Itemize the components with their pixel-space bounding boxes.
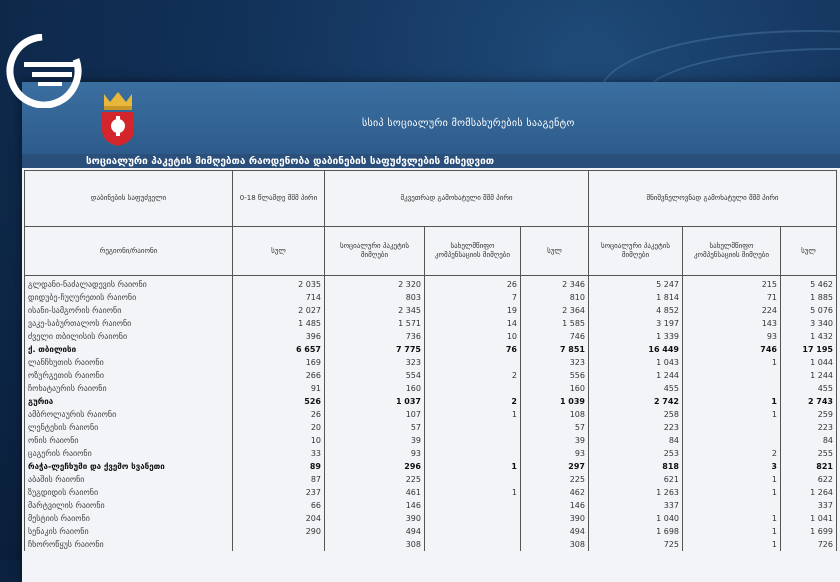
table-row [25,499,837,512]
table-row [25,434,837,447]
row-cell-b3: 84 [781,434,837,447]
row-cell-b1: 1 244 [589,369,683,382]
row-region-name: ჩხოროწყუს რაიონი [25,538,233,551]
row-cell-c1: 26 [233,408,325,421]
row-cell-c1 [233,538,325,551]
document-sheet [22,82,840,582]
row-cell-a2: 76 [425,343,521,356]
row-cell-a3: 160 [521,382,589,395]
row-region-name: გურია [25,395,233,408]
table-subheader-row [25,227,837,276]
row-cell-a1: 107 [325,408,425,421]
row-cell-b3: 726 [781,538,837,551]
row-cell-a1: 57 [325,421,425,434]
header-region: რეგიონი/რაიონი [25,227,233,276]
row-cell-a1: 225 [325,473,425,486]
table-row [25,291,837,304]
row-cell-a3: 556 [521,369,589,382]
row-cell-b2: 1 [683,512,781,525]
header-children-total: სულ [233,227,325,276]
row-cell-a2: 14 [425,317,521,330]
document-header [22,82,840,154]
row-cell-b3: 1 885 [781,291,837,304]
row-cell-a1: 146 [325,499,425,512]
row-cell-b3: 455 [781,382,837,395]
row-region-name: გლდანი-ნაძალადევის რაიონი [25,276,233,292]
row-cell-a3: 308 [521,538,589,551]
row-cell-a2: 10 [425,330,521,343]
row-cell-a1: 2 345 [325,304,425,317]
row-cell-a3: 108 [521,408,589,421]
header-children: 0-18 წლამდე შშმ პირი [233,171,325,227]
row-cell-b1: 2 742 [589,395,683,408]
row-cell-c1: 169 [233,356,325,369]
row-cell-a3: 1 585 [521,317,589,330]
row-cell-a3: 494 [521,525,589,538]
agency-name: სსიპ სოციალური მომსახურების სააგენტო [362,118,575,129]
table-row [25,343,837,356]
row-cell-b2: 1 [683,538,781,551]
table-row [25,395,837,408]
row-cell-a2 [425,356,521,369]
row-cell-a3: 146 [521,499,589,512]
header-group-a: მკვეთრად გამოხატული შშმ პირი [325,171,589,227]
row-cell-b2 [683,369,781,382]
row-cell-c1: 6 657 [233,343,325,356]
row-cell-b1: 621 [589,473,683,486]
table-row [25,538,837,551]
row-cell-a2 [425,499,521,512]
table-row [25,460,837,473]
row-cell-a3: 323 [521,356,589,369]
row-cell-b1: 818 [589,460,683,473]
row-cell-a1: 1 571 [325,317,425,330]
row-region-name: აბაშის რაიონი [25,473,233,486]
table-row [25,330,837,343]
row-cell-a3: 39 [521,434,589,447]
row-cell-c1: 714 [233,291,325,304]
row-region-name: ოზურგეთის რაიონი [25,369,233,382]
row-cell-a1: 1 037 [325,395,425,408]
row-cell-c1: 2 035 [233,276,325,292]
row-region-name: ჩოხატაურის რაიონი [25,382,233,395]
row-region-name: დიდუბე-ჩუღურეთის რაიონი [25,291,233,304]
row-region-name: ონის რაიონი [25,434,233,447]
row-cell-b3: 622 [781,473,837,486]
header-a-social: სოციალური პაკეტის მიმღები [325,227,425,276]
row-cell-b2: 143 [683,317,781,330]
row-cell-a2 [425,473,521,486]
row-cell-b3: 1 432 [781,330,837,343]
table-row [25,382,837,395]
channel-logo-icon [6,34,84,108]
row-region-name: ძველი თბილისის რაიონი [25,330,233,343]
row-cell-c1: 66 [233,499,325,512]
row-cell-a2: 7 [425,291,521,304]
row-cell-c1: 290 [233,525,325,538]
row-cell-a1: 323 [325,356,425,369]
row-cell-c1: 33 [233,447,325,460]
row-cell-b3: 1 264 [781,486,837,499]
row-cell-c1: 91 [233,382,325,395]
row-cell-c1: 204 [233,512,325,525]
row-cell-a1: 494 [325,525,425,538]
row-region-name: ქ. თბილისი [25,343,233,356]
row-cell-a2 [425,421,521,434]
row-cell-a1: 390 [325,512,425,525]
header-a-total: სულ [521,227,589,276]
row-cell-a3: 297 [521,460,589,473]
table-row [25,369,837,382]
row-cell-b1: 1 339 [589,330,683,343]
row-cell-a3: 390 [521,512,589,525]
row-cell-b2: 2 [683,447,781,460]
row-cell-a1: 93 [325,447,425,460]
row-cell-b2 [683,499,781,512]
row-cell-a2 [425,512,521,525]
row-cell-a3: 225 [521,473,589,486]
row-cell-a1: 461 [325,486,425,499]
row-cell-a1: 7 775 [325,343,425,356]
row-cell-a2: 2 [425,369,521,382]
coat-of-arms-icon [96,88,140,148]
header-group-b: მნიშვნელოვნად გამოხატული შშმ პირი [589,171,837,227]
row-cell-b1: 455 [589,382,683,395]
row-cell-a2: 2 [425,395,521,408]
row-cell-b3: 3 340 [781,317,837,330]
row-cell-b1: 253 [589,447,683,460]
row-cell-b3: 223 [781,421,837,434]
table-row [25,486,837,499]
row-cell-b1: 1 040 [589,512,683,525]
row-cell-b1: 4 852 [589,304,683,317]
row-cell-a1: 803 [325,291,425,304]
row-cell-b2: 215 [683,276,781,292]
row-cell-a3: 1 039 [521,395,589,408]
row-cell-b3: 255 [781,447,837,460]
table-row [25,304,837,317]
row-cell-c1: 526 [233,395,325,408]
row-cell-b2: 1 [683,395,781,408]
row-cell-a3: 2 364 [521,304,589,317]
row-region-name: ისანი-სამგორის რაიონი [25,304,233,317]
row-cell-b2: 1 [683,356,781,369]
row-cell-b3: 2 743 [781,395,837,408]
row-cell-b2 [683,421,781,434]
row-cell-c1: 266 [233,369,325,382]
row-region-name: ცაგერის რაიონი [25,447,233,460]
row-cell-c1: 10 [233,434,325,447]
row-cell-b3: 337 [781,499,837,512]
row-cell-b3: 1 244 [781,369,837,382]
row-region-name: ამბროლაურის რაიონი [25,408,233,421]
table-row [25,447,837,460]
row-cell-b2: 93 [683,330,781,343]
table-row [25,408,837,421]
row-cell-a2: 1 [425,486,521,499]
document-title: სოციალური პაკეტის მიმღებთა რაოდენობა დაბინების საფუძვლების მიხედვით [86,156,495,167]
header-a-state: სახელმწიფო კომპენსაციის მიმღები [425,227,521,276]
row-cell-b1: 3 197 [589,317,683,330]
row-cell-b1: 1 263 [589,486,683,499]
row-cell-a2 [425,434,521,447]
row-cell-b3: 5 076 [781,304,837,317]
row-cell-a3: 7 851 [521,343,589,356]
row-cell-a1: 2 320 [325,276,425,292]
row-cell-a1: 296 [325,460,425,473]
table-row [25,512,837,525]
table-row [25,317,837,330]
row-cell-a1: 308 [325,538,425,551]
row-cell-c1: 1 485 [233,317,325,330]
row-cell-b1: 725 [589,538,683,551]
row-region-name: მესტიის რაიონი [25,512,233,525]
row-cell-c1: 89 [233,460,325,473]
row-cell-c1: 87 [233,473,325,486]
row-cell-b1: 337 [589,499,683,512]
row-cell-a3: 462 [521,486,589,499]
row-region-name: რაჭა-ლეჩხუმი და ქვემო სვანეთი [25,460,233,473]
row-cell-c1: 2 027 [233,304,325,317]
row-cell-a2 [425,447,521,460]
statistics-table [24,170,837,551]
table-row [25,473,837,486]
row-cell-a3: 57 [521,421,589,434]
row-cell-a2: 19 [425,304,521,317]
row-cell-a2 [425,525,521,538]
row-cell-b3: 5 462 [781,276,837,292]
row-cell-b3: 821 [781,460,837,473]
table-row [25,356,837,369]
table-row [25,421,837,434]
row-region-name: სენაკის რაიონი [25,525,233,538]
row-cell-b1: 1 043 [589,356,683,369]
row-cell-a3: 810 [521,291,589,304]
row-cell-b1: 16 449 [589,343,683,356]
row-cell-a3: 746 [521,330,589,343]
header-b-social: სოციალური პაკეტის მიმღები [589,227,683,276]
row-cell-b1: 223 [589,421,683,434]
header-b-state: სახელმწიფო კომპენსაციის მიმღები [683,227,781,276]
row-cell-b3: 1 041 [781,512,837,525]
row-cell-b1: 258 [589,408,683,421]
row-cell-a3: 2 346 [521,276,589,292]
row-cell-b2: 3 [683,460,781,473]
row-cell-b3: 17 195 [781,343,837,356]
row-region-name: ვაკე-საბურთალოს რაიონი [25,317,233,330]
row-cell-b2: 71 [683,291,781,304]
row-cell-b2: 1 [683,473,781,486]
row-cell-a2 [425,538,521,551]
row-cell-b2: 746 [683,343,781,356]
row-cell-b3: 1 044 [781,356,837,369]
row-region-name: ზუგდიდის რაიონი [25,486,233,499]
header-b-total: სულ [781,227,837,276]
row-region-name: მარტვილის რაიონი [25,499,233,512]
row-cell-a2: 1 [425,460,521,473]
row-cell-c1: 396 [233,330,325,343]
row-cell-a2: 1 [425,408,521,421]
row-cell-c1: 237 [233,486,325,499]
row-cell-b2 [683,382,781,395]
row-cell-a2 [425,382,521,395]
row-cell-c1: 20 [233,421,325,434]
row-cell-b1: 84 [589,434,683,447]
row-cell-a1: 39 [325,434,425,447]
row-region-name: ლენტეხის რაიონი [25,421,233,434]
row-cell-a2: 26 [425,276,521,292]
row-cell-a3: 93 [521,447,589,460]
row-cell-b3: 259 [781,408,837,421]
row-cell-b1: 1 698 [589,525,683,538]
table-row [25,525,837,538]
row-cell-b3: 1 699 [781,525,837,538]
row-cell-b2: 224 [683,304,781,317]
table-row [25,276,837,292]
row-cell-b2: 1 [683,408,781,421]
header-basis: დაბინების საფუძველი [25,171,233,227]
row-cell-b2: 1 [683,486,781,499]
row-cell-a1: 160 [325,382,425,395]
row-cell-b1: 5 247 [589,276,683,292]
table-header-row [25,171,837,227]
row-cell-b2: 1 [683,525,781,538]
row-cell-b2 [683,434,781,447]
row-cell-a1: 554 [325,369,425,382]
row-region-name: ლანჩხუთის რაიონი [25,356,233,369]
row-cell-a1: 736 [325,330,425,343]
row-cell-b1: 1 814 [589,291,683,304]
